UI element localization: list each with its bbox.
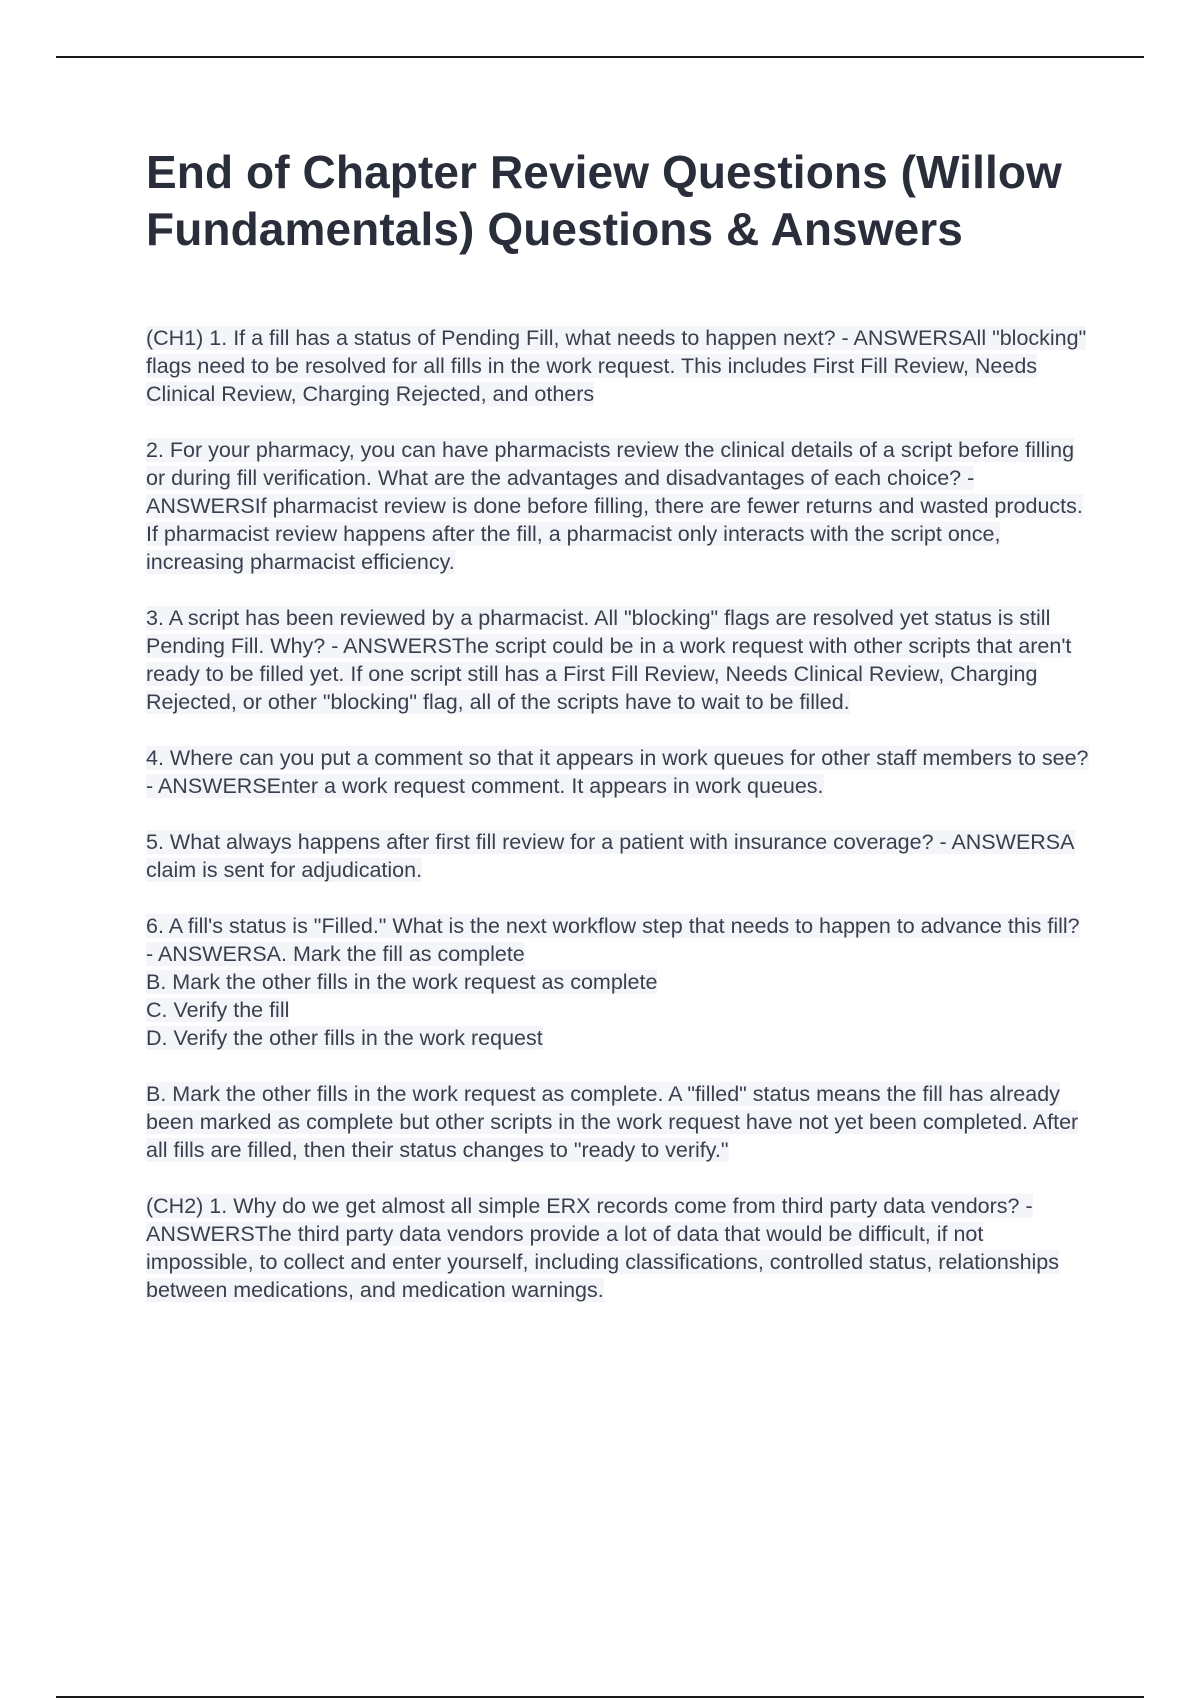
qa-text: 4. Where can you put a comment so that it appears in work queues for other staff members to see? - ANSWERSEnter a work request comment. It appears in work queues.	[146, 746, 1089, 798]
qa-text: 6. A fill's status is "Filled." What is the next workflow step that needs to happen to advance this fill? - ANSWERSA. Mark the fill as complete B. Mark the other fills in the work request as complete C. Verify the fill D. Verify the other fills in the work request	[146, 914, 1080, 1050]
qa-item	[146, 604, 1090, 716]
qa-item	[146, 1080, 1090, 1164]
bottom-divider	[56, 1696, 1144, 1698]
qa-text: 3. A script has been reviewed by a pharmacist. All "blocking" flags are resolved yet status is still Pending Fill. Why? - ANSWERSThe script could be in a work request with other scripts that aren't ready to be filled yet. If one script still has a First Fill Review, Needs Clinical Review, Charging Rejected, or other "blocking" flag, all of the scripts have to wait to be filled.	[146, 606, 1072, 714]
qa-item	[146, 436, 1090, 576]
document-title: End of Chapter Review Questions (Willow Fundamentals) Questions & Answers	[146, 146, 1062, 255]
document-body	[146, 144, 1090, 1332]
qa-text: (CH1) 1. If a fill has a status of Pending Fill, what needs to happen next? - ANSWERSAll "blocking" flags need to be resolved for all fills in the work request. This includes First Fill Review, Needs Clinical Review, Charging Rejected, and others	[146, 326, 1087, 406]
qa-text: B. Mark the other fills in the work request as complete. A "filled" status means the fill has already been marked as complete but other scripts in the work request have not yet been completed. After all fills are filled, then their status changes to "ready to verify."	[146, 1082, 1079, 1162]
qa-item	[146, 744, 1090, 800]
qa-item	[146, 828, 1090, 884]
qa-text: 5. What always happens after first fill review for a patient with insurance coverage? - ANSWERSA claim is sent for adjudication.	[146, 830, 1075, 882]
top-divider	[56, 56, 1144, 58]
qa-item	[146, 1192, 1090, 1304]
qa-item	[146, 912, 1090, 1052]
qa-text: (CH2) 1. Why do we get almost all simple ERX records come from third party data vendors? - ANSWERSThe third party data vendors provide a lot of data that would be difficult, if not impossible, to collect and enter yourself, including classifications, controlled status, relationships between medications, and medication warnings.	[146, 1194, 1060, 1302]
qa-item	[146, 324, 1090, 408]
qa-text: 2. For your pharmacy, you can have pharmacists review the clinical details of a script before filling or during fill verification. What are the advantages and disadvantages of each choice? - ANSWERSIf pharmacist review is done before filling, there are fewer returns and wasted products. If pharmacist review happens after the fill, a pharmacist only interacts with the script once, increasing pharmacist efficiency.	[146, 438, 1083, 574]
